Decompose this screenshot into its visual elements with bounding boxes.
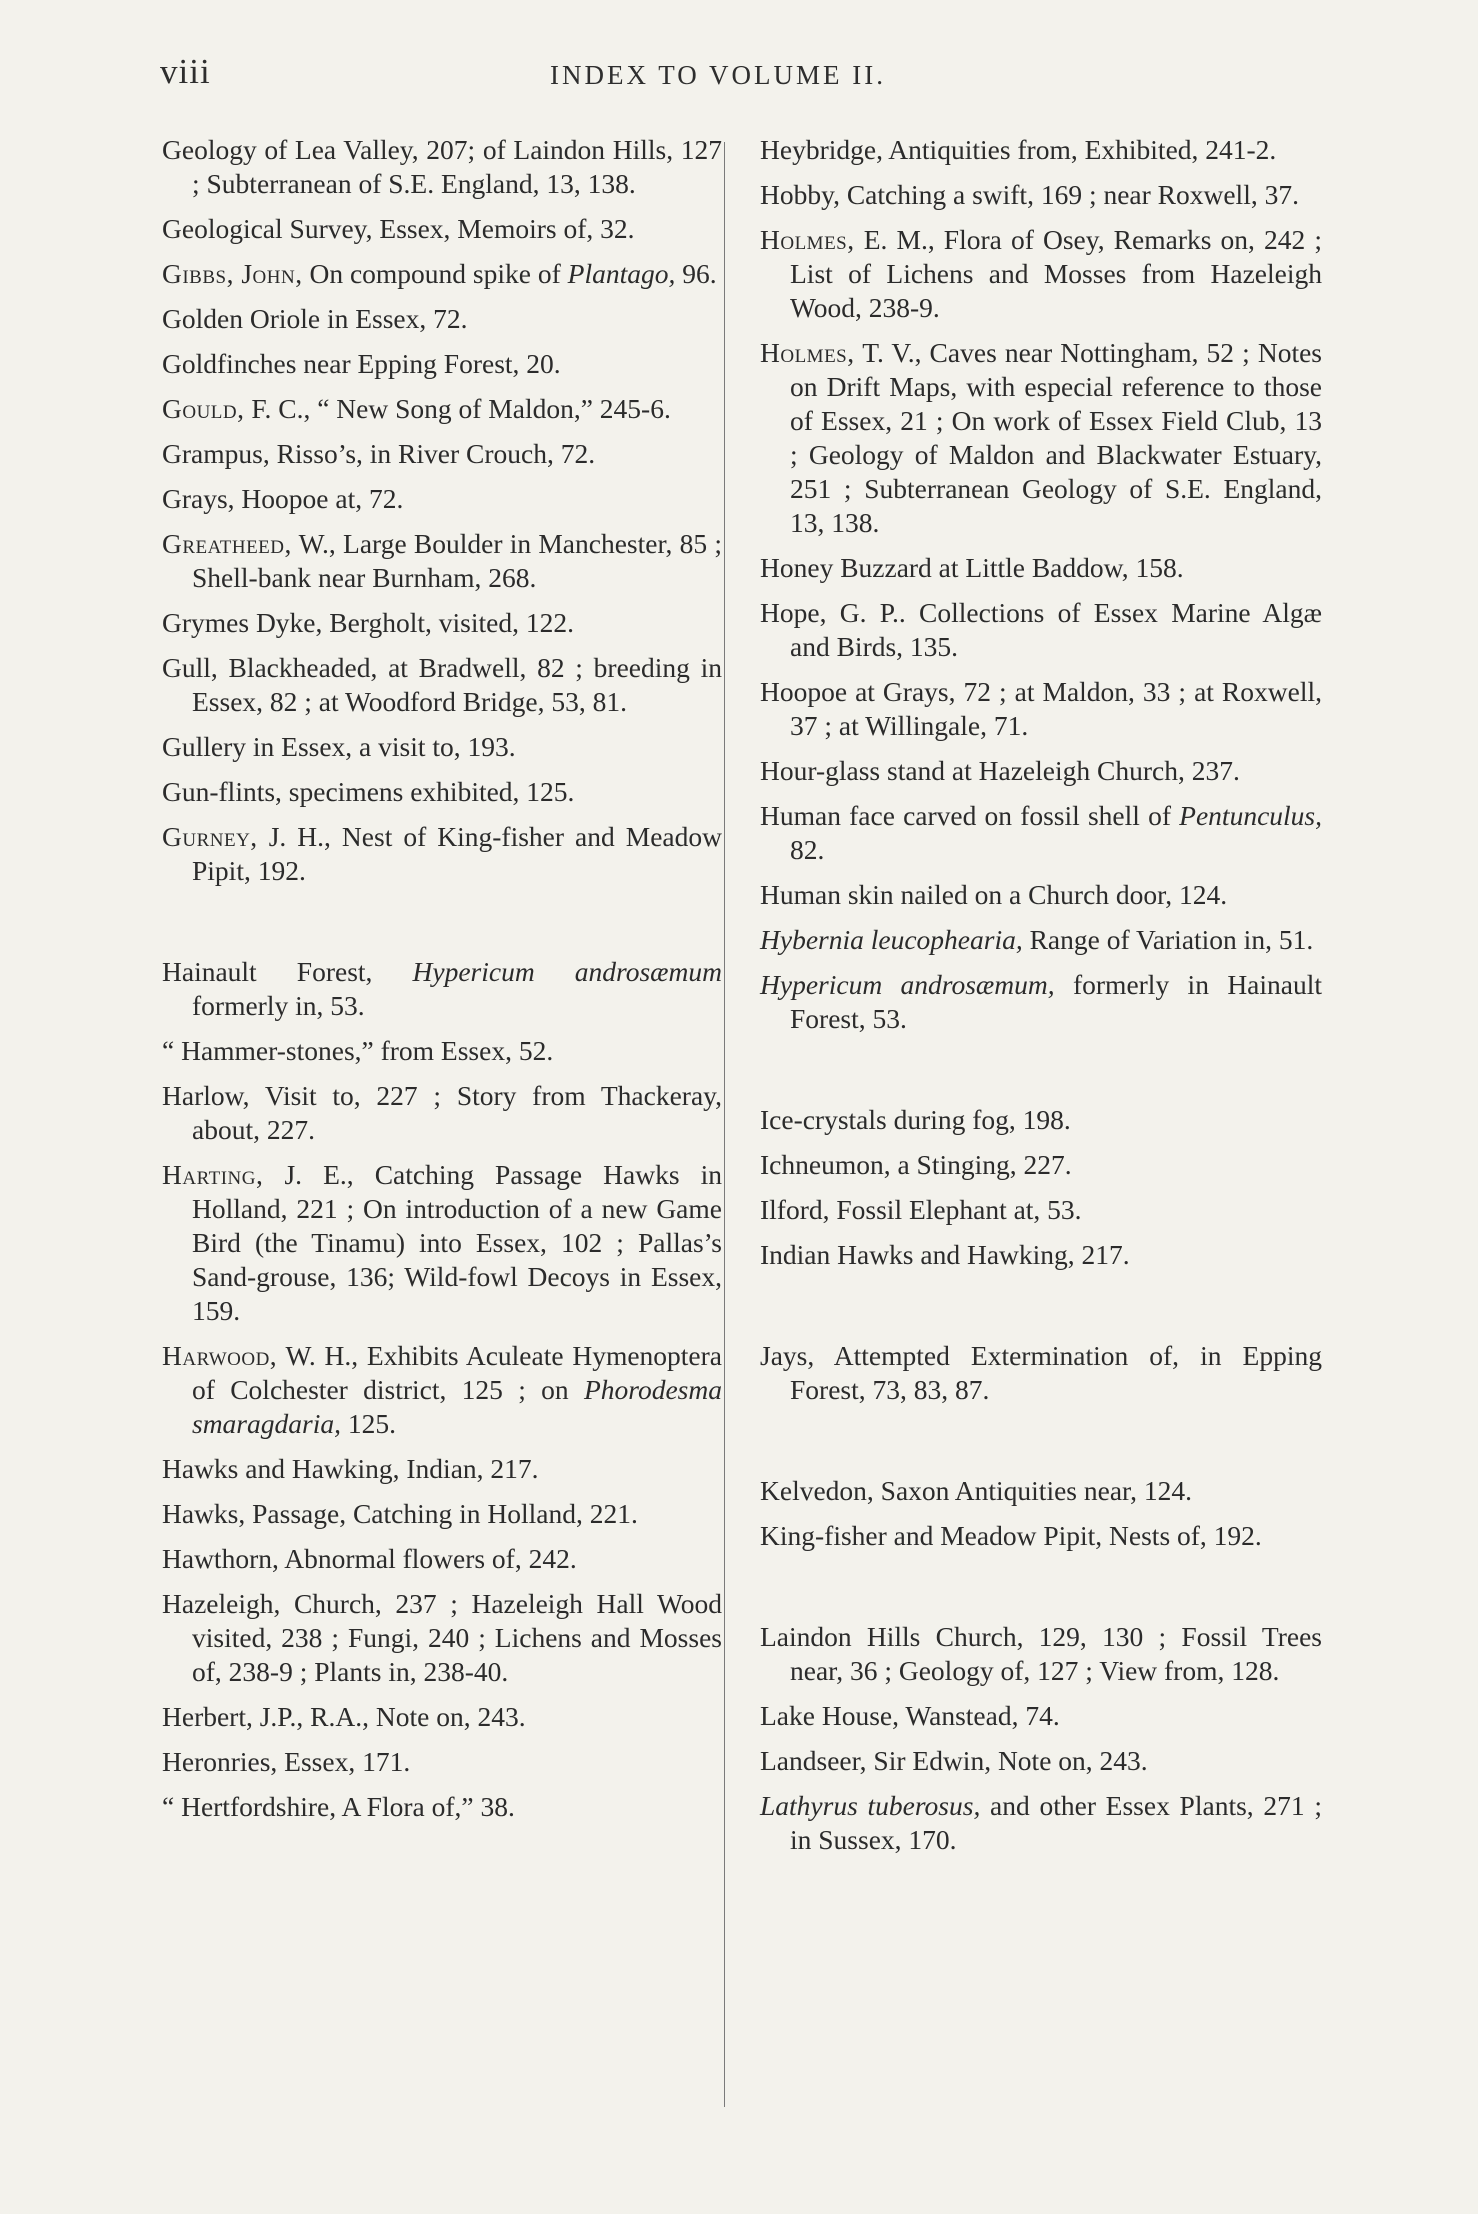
entry-text: Hawks, Passage, Catching in Holland, 221. <box>162 1498 638 1529</box>
entry-text: Heronries, Essex, 171. <box>162 1746 411 1777</box>
entry-text: Gull, Blackheaded, at Bradwell, 82 ; breeding in Essex, 82 ; at Woodford Bridge, 53, 81. <box>162 652 722 717</box>
index-entry <box>162 437 722 471</box>
running-head: INDEX TO VOLUME II. <box>550 60 886 90</box>
entry-text: E. M., Flora of Osey, Remarks on, 242 ; List of Lichens and Mosses from Hazeleigh Wood, 238-9. <box>790 224 1322 323</box>
entry-text: Hawthorn, Abnormal flowers of, 242. <box>162 1543 577 1574</box>
index-entry <box>760 336 1322 540</box>
index-entry <box>162 1452 722 1486</box>
index-entry <box>760 1148 1322 1182</box>
index-entry <box>760 223 1322 325</box>
entry-text: T. V., Caves near Nottingham, 52 ; Notes on Drift Maps, with especial reference to those of Essex, 21 ; On work of Essex Field Club, 13 ; Geology of Maldon and Blackwater Estuary, 251 ; Subterranean Geology of S.E. England, 13, 138. <box>790 337 1322 538</box>
index-entry <box>760 878 1322 912</box>
index-entry <box>162 955 722 1023</box>
section-gap <box>760 1418 1322 1474</box>
column-divider-rule <box>724 142 725 2107</box>
author-name: Harting, <box>162 1159 264 1190</box>
entry-text: J. E., Catching Passage Hawks in Holland, 221 ; On introduction of a new Game Bird (the Tinamu) into Essex, 102 ; Pallas’s Sand-grouse, 136; Wild-fowl Decoys in Essex, 159. <box>192 1159 722 1326</box>
section-gap <box>760 1047 1322 1103</box>
index-entry <box>162 482 722 516</box>
entry-text: Hope, G. P.. Collections of Essex Marine Algæ and Birds, 135. <box>760 597 1322 662</box>
entry-text: “ Hammer-stones,” from Essex, 52. <box>162 1035 554 1066</box>
italic-term: Hypericum androsæmum, <box>760 969 1055 1000</box>
entry-text: Indian Hawks and Hawking, 217. <box>760 1239 1130 1270</box>
index-entry <box>760 1103 1322 1137</box>
author-name: Holmes, <box>760 337 855 368</box>
index-entry <box>760 1474 1322 1508</box>
entry-text: Human skin nailed on a Church door, 124. <box>760 879 1228 910</box>
index-entry <box>760 133 1322 167</box>
index-entry <box>760 1699 1322 1733</box>
index-entry <box>162 257 722 291</box>
entry-text: Gullery in Essex, a visit to, 193. <box>162 731 516 762</box>
author-name: Gould, <box>162 393 245 424</box>
author-name: Greatheed, <box>162 528 292 559</box>
entry-text: W., Large Boulder in Manchester, 85 ; Shell-bank near Burnham, 268. <box>192 528 722 593</box>
index-column-left <box>162 133 722 1835</box>
index-entry <box>162 1497 722 1531</box>
section-gap <box>760 1283 1322 1339</box>
entry-text: Ichneumon, a Stinging, 227. <box>760 1149 1072 1180</box>
index-column-right <box>760 133 1322 1868</box>
index-entry <box>760 1744 1322 1778</box>
entry-text: 82. <box>790 834 825 865</box>
index-entry <box>162 392 722 426</box>
section-gap <box>760 1564 1322 1620</box>
entry-text: Geological Survey, Essex, Memoirs of, 32. <box>162 213 635 244</box>
entry-text: Human face carved on fossil shell of <box>760 800 1180 831</box>
entry-text: Honey Buzzard at Little Baddow, 158. <box>760 552 1184 583</box>
index-entry <box>760 799 1322 867</box>
entry-text: Laindon Hills Church, 129, 130 ; Fossil Trees near, 36 ; Geology of, 127 ; View from, 128. <box>760 1621 1322 1686</box>
entry-text: Hainault Forest, <box>162 956 413 987</box>
entry-text: Ilford, Fossil Elephant at, 53. <box>760 1194 1082 1225</box>
entry-text: “ Hertfordshire, A Flora of,” 38. <box>162 1791 515 1822</box>
entry-text: Hawks and Hawking, Indian, 217. <box>162 1453 539 1484</box>
index-entry <box>162 1587 722 1689</box>
entry-text: 96. <box>675 258 717 289</box>
italic-term: Hybernia leucophearia, <box>760 924 1023 955</box>
index-entry <box>162 1542 722 1576</box>
entry-text: W. H., Exhibits Aculeate Hymenoptera of Colchester district, 125 ; on <box>192 1340 722 1405</box>
entry-text: Hobby, Catching a swift, 169 ; near Roxwell, 37. <box>760 179 1299 210</box>
index-entry <box>760 596 1322 664</box>
italic-term: Lathyrus tuberosus, <box>760 1790 981 1821</box>
entry-text: formerly in Hainault Forest, 53. <box>790 969 1323 1034</box>
index-entry <box>162 1790 722 1824</box>
entry-text: King-fisher and Meadow Pipit, Nests of, 192. <box>760 1520 1262 1551</box>
entry-text: Herbert, J.P., R.A., Note on, 243. <box>162 1701 526 1732</box>
index-entry <box>760 1238 1322 1272</box>
index-entry <box>760 1193 1322 1227</box>
index-entry <box>162 820 722 888</box>
index-entry <box>162 212 722 246</box>
author-name: Holmes, <box>760 224 855 255</box>
entry-text: Gun-flints, specimens exhibited, 125. <box>162 776 575 807</box>
index-entry <box>760 1339 1322 1407</box>
index-entry <box>162 775 722 809</box>
index-entry <box>760 1789 1322 1857</box>
index-entry <box>760 178 1322 212</box>
index-entry <box>162 1158 722 1328</box>
entry-text: J. H., Nest of King-fisher and Meadow Pipit, 192. <box>192 821 722 886</box>
index-entry <box>162 347 722 381</box>
entry-text: Hoopoe at Grays, 72 ; at Maldon, 33 ; at Roxwell, 37 ; at Willingale, 71. <box>760 676 1322 741</box>
index-entry <box>162 527 722 595</box>
index-entry <box>162 1339 722 1441</box>
italic-term: Plantago, <box>567 258 676 289</box>
index-entry <box>162 1700 722 1734</box>
entry-text: Grampus, Risso’s, in River Crouch, 72. <box>162 438 596 469</box>
italic-term: Phorodesma smaragdaria, <box>192 1374 722 1439</box>
index-entry <box>162 302 722 336</box>
index-entry <box>760 1519 1322 1553</box>
index-entry <box>162 1079 722 1147</box>
index-entry <box>760 551 1322 585</box>
italic-term: Pentunculus, <box>1179 800 1322 831</box>
entry-text: Ice-crystals during fog, 198. <box>760 1104 1071 1135</box>
entry-text: Geology of Lea Valley, 207; of Laindon Hills, 127 ; Subterranean of S.E. England, 13, 138. <box>162 134 722 199</box>
entry-text: formerly in, 53. <box>192 990 365 1021</box>
index-entry <box>760 968 1322 1036</box>
entry-text: Range of Variation in, 51. <box>1022 924 1314 955</box>
entry-text: and other Essex Plants, 271 ; in Sussex, 170. <box>790 1790 1322 1855</box>
index-entry <box>760 923 1322 957</box>
entry-text: F. C., “ New Song of Maldon,” 245-6. <box>244 393 671 424</box>
entry-text: On compound spike of <box>302 258 568 289</box>
entry-text: Kelvedon, Saxon Antiquities near, 124. <box>760 1475 1192 1506</box>
italic-term: Hypericum androsæmum <box>412 956 722 987</box>
entry-text: Jays, Attempted Extermination of, in Epping Forest, 73, 83, 87. <box>760 1340 1322 1405</box>
entry-text: Grays, Hoopoe at, 72. <box>162 483 404 514</box>
index-entry <box>760 675 1322 743</box>
index-entry <box>162 1034 722 1068</box>
author-name: Gibbs, John, <box>162 258 303 289</box>
entry-text: Goldfinches near Epping Forest, 20. <box>162 348 561 379</box>
author-name: Harwood, <box>162 1340 278 1371</box>
entry-text: Hazeleigh, Church, 237 ; Hazeleigh Hall Wood visited, 238 ; Fungi, 240 ; Lichens and Mosses of, 238-9 ; Plants in, 238-40. <box>162 1588 722 1687</box>
author-name: Gurney, <box>162 821 258 852</box>
index-entry <box>760 1620 1322 1688</box>
index-entry <box>162 133 722 201</box>
section-gap <box>162 899 722 955</box>
entry-text: Golden Oriole in Essex, 72. <box>162 303 468 334</box>
page-number: viii <box>160 52 211 91</box>
index-entry <box>162 1745 722 1779</box>
index-entry <box>162 606 722 640</box>
index-entry <box>162 651 722 719</box>
entry-text: 125. <box>340 1408 396 1439</box>
entry-text: Lake House, Wanstead, 74. <box>760 1700 1060 1731</box>
entry-text: Landseer, Sir Edwin, Note on, 243. <box>760 1745 1148 1776</box>
index-entry <box>162 730 722 764</box>
entry-text: Harlow, Visit to, 227 ; Story from Thackeray, about, 227. <box>162 1080 722 1145</box>
index-entry <box>760 754 1322 788</box>
entry-text: Hour-glass stand at Hazeleigh Church, 237. <box>760 755 1240 786</box>
entry-text: Grymes Dyke, Bergholt, visited, 122. <box>162 607 574 638</box>
entry-text: Heybridge, Antiquities from, Exhibited, 241-2. <box>760 134 1277 165</box>
